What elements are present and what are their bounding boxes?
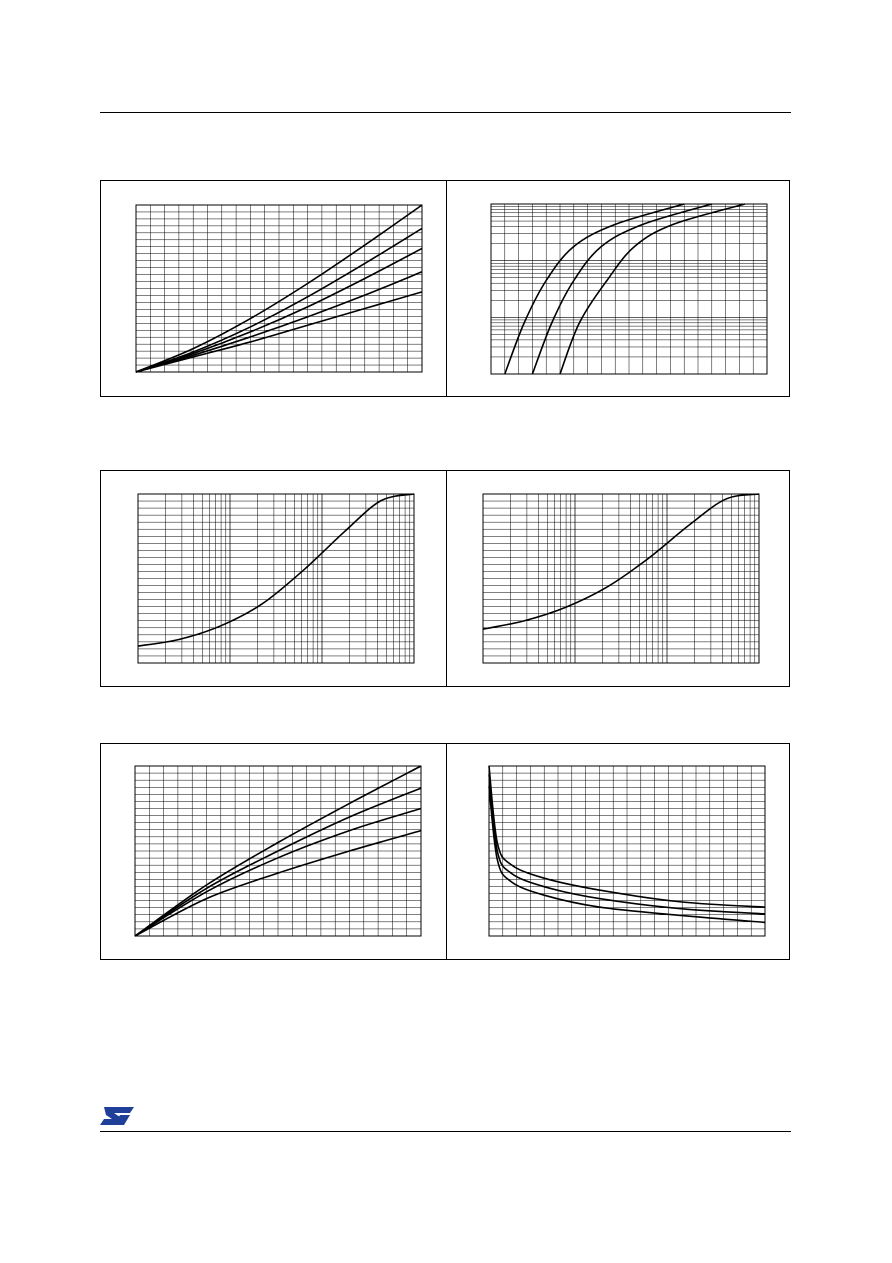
header-rule	[100, 112, 791, 113]
series-line-1	[138, 494, 414, 646]
chart-3	[138, 494, 414, 663]
chart-2	[491, 204, 767, 374]
figure-divider	[446, 744, 447, 959]
series-line-2	[532, 204, 711, 374]
st-logo-icon	[100, 1105, 136, 1127]
chart-1	[136, 205, 422, 372]
chart-4	[483, 494, 759, 663]
chart-6	[489, 766, 765, 936]
figure-divider	[446, 471, 447, 686]
series-line-1	[483, 494, 759, 629]
chart-5	[135, 766, 421, 936]
footer-rule	[100, 1131, 791, 1132]
grid	[136, 205, 422, 372]
grid	[138, 494, 414, 663]
series-line-1	[505, 204, 684, 374]
figure-divider	[446, 181, 447, 396]
